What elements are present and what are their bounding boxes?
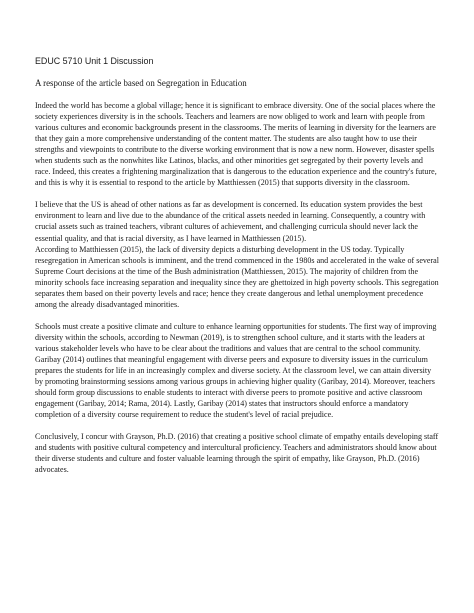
paragraph-intro: Indeed the world has become a global village; hence it is significant to embrace diversity. One of the social places where the society experiences diversity is in the schools. Teachers and learners are now obliged to work and learn with people from various cultures and economic backgrounds present in the classrooms. The merits of learning in diversity for the learners are that they gain a more comprehensive understanding of the content matter. The students are also taught how to use their strengths and viewpoints to contribute to the diverse working environment that is now a new norm. However, disaster spells when students such as the nonwhites like Latinos, blacks, and other minorities get segregated by their poverty levels and race. Indeed, this creates a frightening marginalization that is dangerous to the education experience and the country's future, and this is why it is essential to respond to the article by Matthiessen (2015) that supports diversity in the classroom.	[35, 101, 437, 188]
paragraph-us-development: I believe that the US is ahead of other nations as far as development is concerned. Its education system provides the best environment to learn and live due to the abundance of the critical assets needed in learning. Consequently, a country with crucial assets such as trained teachers, vibrant cultures of achievement, and challenging curricula should never lack the essential quality, and that is racial diversity, as I have learned in Matthiessen (2015).	[35, 200, 426, 243]
response-subtitle: A response of the article based on Segregation in Education	[35, 78, 247, 88]
paragraph-school-climate: Schools must create a positive climate and culture to enhance learning opportunities for students. The first way of improving diversity within the schools, according to Newman (2019), is to strengthen school culture, and it starts with the leaders at various stakeholder levels who have to be clear about the traditions and values that are central to the school community. Garibay (2014) outlines that meaningful engagement with diverse peers and exposure to diversity issues in the curriculum prepares the students for life in an increasingly complex and diverse society. At the classroom level, we can attain diversity by promoting brainstorming sessions among various groups in achieving higher quality (Garibay, 2014). Moreover, teachers should form group discussions to enable students to interact with diverse peers to promote positive and active classroom engagement (Garibay, 2014; Rama, 2014). Lastly, Garibay (2014) states that instructors should enforce a mandatory completion of a diversity course requirement to reduce the student's level of racial prejudice.	[35, 321, 437, 420]
document-body	[35, 56, 440, 486]
paragraph-conclusion: Conclusively, I concur with Grayson, Ph.D. (2016) that creating a positive school climate of empathy entails developing staff and students with positive cultural competency and intercultural proficiency. Teachers and administrators should know about their diverse students and culture and foster valuable learning through the spirit of empathy, like Grayson, Ph.D. (2016) advocates.	[35, 432, 439, 475]
paragraph-resegregation: According to Matthiessen (2015), the lack of diversity depicts a disturbing development in the US today. Typically resegregation in American schools is imminent, and the trend commenced in the 1980s and accelerated in the wake of several Supreme Court decisions at the time of the Bush administration (Matthiessen, 2015). The majority of children from the minority schools face increasing separation and inequality since they are ghettoized in high poverty schools. This segregation separates them based on their poverty levels and race; hence they create dangerous and lethal unemployment precedence among the already disadvantaged minorities.	[35, 244, 439, 309]
unit-title: EDUC 5710 Unit 1 Discussion	[35, 56, 154, 66]
